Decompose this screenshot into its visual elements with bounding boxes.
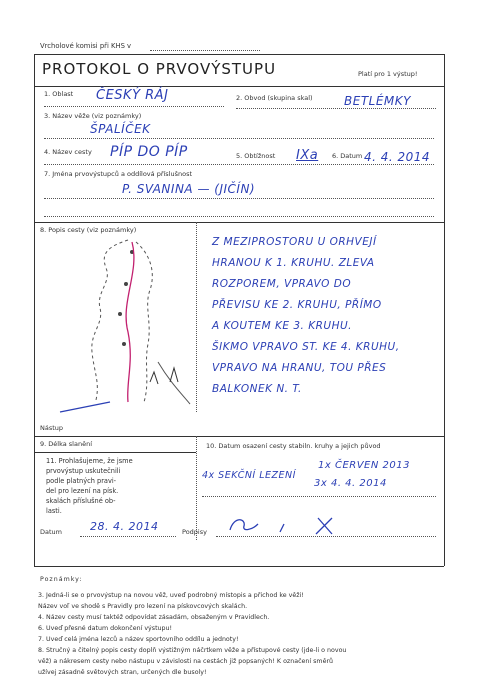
obvod-label: 2. Obvod (skupina skal) [236,94,313,102]
signature-mark [222,512,362,538]
description-line: VPRAVO NA HRANU, TOU PŘES [212,362,387,374]
nastup-label: Nástup [40,424,64,432]
vez-label: 3. Název věže (viz poznámky) [44,112,142,120]
osazeni-line2: 3x 4. 4. 2014 [314,478,387,489]
cesta-value: PÍP DO PÍP [110,144,188,160]
vez-value: ŠPALÍČEK [90,122,151,136]
podpisy-label: Podpisy [182,528,207,536]
description-line: ROZPOREM, VPRAVO DO [212,278,352,290]
note-item: užívej zásadně světových stran, určených dle busoly! [38,669,207,676]
note-item: věž) a nákresem cesty nebo nástupu v závislosti na cestách již popsaných! K označení směrů [38,658,334,665]
protocol-page [26,36,454,676]
obtiznost-label: 5. Obtížnost [236,152,276,160]
commission-label: Vrcholové komisi při KHS v [40,42,132,50]
description-line: Z MEZIPROSTORU U ORHVEJÍ [212,236,377,248]
note-item: Název voľ ve shodě s Pravidly pro lezení na pískovcových skalách. [38,603,248,610]
description-line: ŠIKMO VPRAVO ST. KE 4. KRUHU, [212,341,400,353]
popis-label: 8. Popis cesty (viz poznámky) [40,226,137,234]
description-line: A KOUTEM KE 3. KRUHU. [212,320,353,332]
osazeni-label: 10. Datum osazení cesty stabiln. kruhy a jejich původ [206,442,381,450]
route-description [212,232,442,400]
jmena-label: 7. Jména prvovýstupců a oddílová příslušnost [44,170,193,178]
notes-title: Poznámky: [40,576,83,583]
sig-datum-label: Datum [40,528,62,536]
osazeni-left: 4x SEKČNÍ LEZENÍ [202,470,296,481]
route-sketch [40,232,196,432]
description-line: PŘEVISU KE 2. KRUHU, PŘÍMO [212,299,382,311]
valid-note: Platí pro 1 výstup! [358,70,418,78]
note-item: 7. Uveď celá jména lezců a název sportovního oddílu a jednoty! [38,636,239,643]
notes-list [38,590,450,678]
datum-value: 4. 4. 2014 [364,150,431,164]
delka-label: 9. Délka slanění [40,440,92,448]
oblast-value: ČESKÝ RÁJ [96,88,169,103]
note-item: 8. Stručný a čitelný popis cesty doplň výstižným náčrtkem věže a přístupové cesty (jde-li o novou [38,647,347,654]
sig-datum-value: 28. 4. 2014 [90,520,159,533]
description-line: BALKONEK N. T. [212,383,302,395]
oblast-label: 1. Oblast [44,90,74,98]
description-line: HRANOU K 1. KRUHU. ZLEVA [212,257,375,269]
osazeni-line1: 1x ČERVEN 2013 [318,460,410,471]
commission-line [150,50,260,51]
obtiznost-value: IXa [296,148,319,163]
jmena-value: P. SVANINA — (JIČÍN) [122,182,256,196]
declaration: 11. Prohlašujeme, že jsme prvovýstup uskutečnili podle platných pravi- del pro lezení na písk. skalách příslušné ob- lasti. [46,457,133,515]
obvod-value: BETLÉMKY [344,94,411,108]
note-item: 3. Jedná-li se o prvovýstup na novou věž, uveď podrobný místopis a přichod ke věži! [38,592,304,599]
note-item: 4. Název cesty musí taktéž odpovídat zásadám, obsaženým v Pravidlech. [38,614,270,621]
datum-label: 6. Datum [332,152,363,160]
cesta-label: 4. Název cesty [44,148,92,156]
form-title: PROTOKOL O PRVOVÝSTUPU [42,60,277,78]
note-item: 6. Uveď přesné datum dokončení výstupu! [38,625,173,632]
